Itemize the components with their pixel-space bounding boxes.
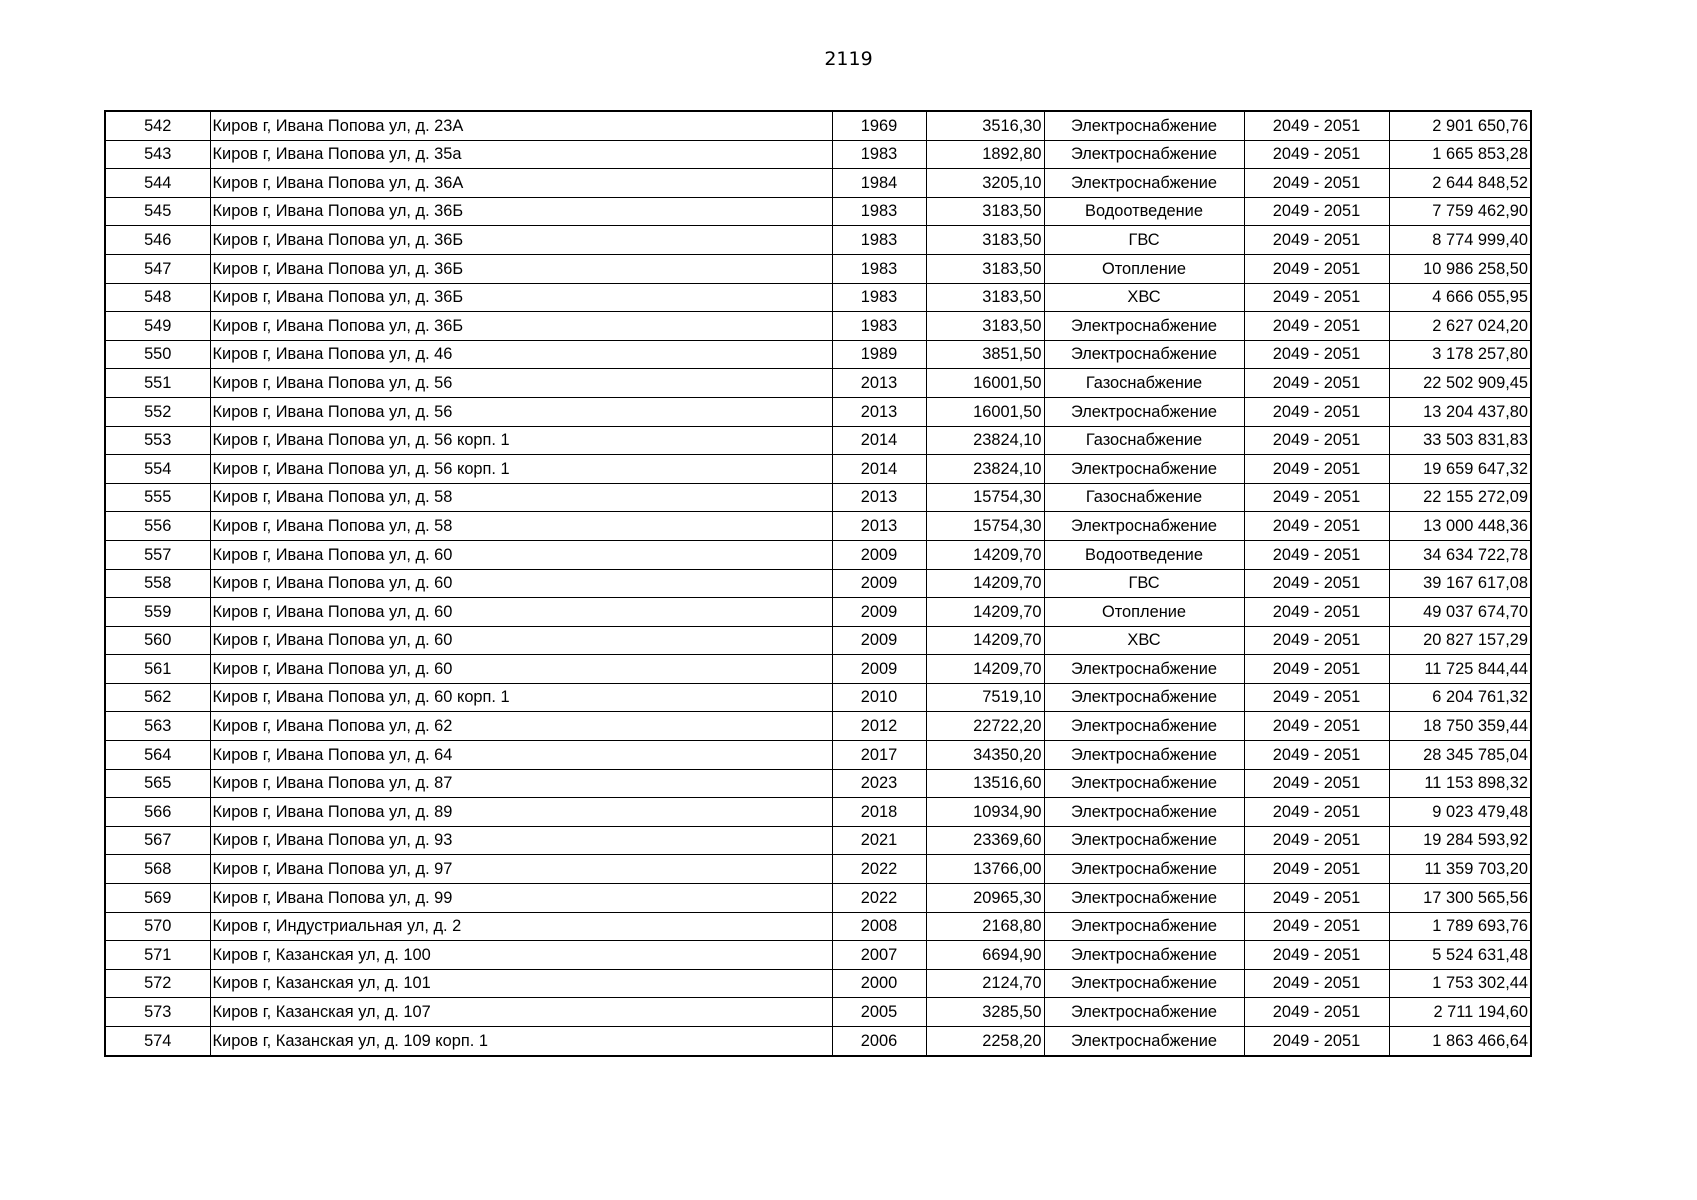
address-cell: Киров г, Ивана Попова ул, д. 60 [210,626,832,655]
cost-cell: 18 750 359,44 [1389,712,1531,741]
address-cell: Киров г, Ивана Попова ул, д. 46 [210,340,832,369]
table-row [105,884,1531,913]
area-cell: 14209,70 [926,598,1044,627]
period-cell: 2049 - 2051 [1244,140,1389,169]
table-row [105,111,1531,140]
cost-cell: 19 284 593,92 [1389,826,1531,855]
service-type-cell: Электроснабжение [1044,1027,1244,1056]
service-type-cell: ГВС [1044,226,1244,255]
period-cell: 2049 - 2051 [1244,254,1389,283]
year-built-cell: 2009 [832,569,926,598]
row-number-cell: 544 [105,169,210,198]
address-cell: Киров г, Ивана Попова ул, д. 93 [210,826,832,855]
year-built-cell: 2013 [832,369,926,398]
table-row [105,626,1531,655]
service-type-cell: Электроснабжение [1044,340,1244,369]
table-row [105,655,1531,684]
area-cell: 3851,50 [926,340,1044,369]
table-row [105,369,1531,398]
row-number-cell: 559 [105,598,210,627]
cost-cell: 3 178 257,80 [1389,340,1531,369]
year-built-cell: 2010 [832,683,926,712]
area-cell: 3516,30 [926,111,1044,140]
area-cell: 7519,10 [926,683,1044,712]
row-number-cell: 556 [105,512,210,541]
row-number-cell: 573 [105,998,210,1027]
table-row [105,912,1531,941]
address-cell: Киров г, Ивана Попова ул, д. 99 [210,884,832,913]
service-type-cell: Электроснабжение [1044,683,1244,712]
service-type-cell: Электроснабжение [1044,855,1244,884]
cost-cell: 19 659 647,32 [1389,455,1531,484]
address-cell: Киров г, Ивана Попова ул, д. 60 [210,569,832,598]
year-built-cell: 1969 [832,111,926,140]
cost-cell: 9 023 479,48 [1389,798,1531,827]
address-cell: Киров г, Индустриальная ул, д. 2 [210,912,832,941]
table-row [105,998,1531,1027]
address-cell: Киров г, Ивана Попова ул, д. 60 корп. 1 [210,683,832,712]
row-number-cell: 551 [105,369,210,398]
address-cell: Киров г, Ивана Попова ул, д. 56 корп. 1 [210,455,832,484]
row-number-cell: 568 [105,855,210,884]
period-cell: 2049 - 2051 [1244,998,1389,1027]
row-number-cell: 546 [105,226,210,255]
service-type-cell: ХВС [1044,283,1244,312]
table-row [105,969,1531,998]
table-row [105,340,1531,369]
year-built-cell: 2021 [832,826,926,855]
area-cell: 3285,50 [926,998,1044,1027]
period-cell: 2049 - 2051 [1244,1027,1389,1056]
address-cell: Киров г, Ивана Попова ул, д. 36Б [210,226,832,255]
period-cell: 2049 - 2051 [1244,111,1389,140]
row-number-cell: 555 [105,483,210,512]
area-cell: 3183,50 [926,254,1044,283]
table-row [105,741,1531,770]
service-type-cell: Отопление [1044,254,1244,283]
period-cell: 2049 - 2051 [1244,283,1389,312]
row-number-cell: 566 [105,798,210,827]
table-row [105,397,1531,426]
service-type-cell: Газоснабжение [1044,426,1244,455]
year-built-cell: 2009 [832,626,926,655]
service-type-cell: Электроснабжение [1044,969,1244,998]
cost-cell: 34 634 722,78 [1389,540,1531,569]
row-number-cell: 557 [105,540,210,569]
area-cell: 14209,70 [926,540,1044,569]
year-built-cell: 2009 [832,655,926,684]
service-type-cell: ГВС [1044,569,1244,598]
service-type-cell: Электроснабжение [1044,769,1244,798]
cost-cell: 11 725 844,44 [1389,655,1531,684]
service-type-cell: Электроснабжение [1044,798,1244,827]
address-cell: Киров г, Казанская ул, д. 107 [210,998,832,1027]
cost-cell: 22 155 272,09 [1389,483,1531,512]
row-number-cell: 552 [105,397,210,426]
cost-cell: 7 759 462,90 [1389,197,1531,226]
area-cell: 13766,00 [926,855,1044,884]
area-cell: 16001,50 [926,369,1044,398]
area-cell: 16001,50 [926,397,1044,426]
table-row [105,769,1531,798]
service-type-cell: Водоотведение [1044,197,1244,226]
address-cell: Киров г, Казанская ул, д. 109 корп. 1 [210,1027,832,1056]
cost-cell: 2 644 848,52 [1389,169,1531,198]
address-cell: Киров г, Ивана Попова ул, д. 35а [210,140,832,169]
table-row [105,941,1531,970]
address-cell: Киров г, Ивана Попова ул, д. 36Б [210,312,832,341]
address-cell: Киров г, Ивана Попова ул, д. 56 [210,369,832,398]
service-type-cell: Электроснабжение [1044,655,1244,684]
row-number-cell: 565 [105,769,210,798]
cost-cell: 13 204 437,80 [1389,397,1531,426]
cost-cell: 10 986 258,50 [1389,254,1531,283]
area-cell: 2258,20 [926,1027,1044,1056]
cost-cell: 4 666 055,95 [1389,283,1531,312]
period-cell: 2049 - 2051 [1244,455,1389,484]
row-number-cell: 564 [105,741,210,770]
period-cell: 2049 - 2051 [1244,569,1389,598]
area-cell: 34350,20 [926,741,1044,770]
cost-cell: 1 863 466,64 [1389,1027,1531,1056]
area-cell: 3205,10 [926,169,1044,198]
year-built-cell: 1989 [832,340,926,369]
area-cell: 10934,90 [926,798,1044,827]
address-cell: Киров г, Ивана Попова ул, д. 36Б [210,197,832,226]
year-built-cell: 2018 [832,798,926,827]
period-cell: 2049 - 2051 [1244,741,1389,770]
cost-cell: 2 627 024,20 [1389,312,1531,341]
address-cell: Киров г, Ивана Попова ул, д. 56 [210,397,832,426]
cost-cell: 13 000 448,36 [1389,512,1531,541]
area-cell: 14209,70 [926,655,1044,684]
year-built-cell: 2012 [832,712,926,741]
address-cell: Киров г, Ивана Попова ул, д. 62 [210,712,832,741]
year-built-cell: 2022 [832,855,926,884]
area-cell: 20965,30 [926,884,1044,913]
period-cell: 2049 - 2051 [1244,483,1389,512]
table-row [105,569,1531,598]
cost-cell: 1 665 853,28 [1389,140,1531,169]
service-type-cell: Электроснабжение [1044,312,1244,341]
year-built-cell: 2014 [832,426,926,455]
row-number-cell: 547 [105,254,210,283]
address-cell: Киров г, Ивана Попова ул, д. 89 [210,798,832,827]
address-cell: Киров г, Ивана Попова ул, д. 64 [210,741,832,770]
year-built-cell: 2022 [832,884,926,913]
area-cell: 1892,80 [926,140,1044,169]
year-built-cell: 2017 [832,741,926,770]
service-type-cell: Электроснабжение [1044,826,1244,855]
service-type-cell: Электроснабжение [1044,455,1244,484]
row-number-cell: 561 [105,655,210,684]
cost-cell: 11 359 703,20 [1389,855,1531,884]
cost-cell: 33 503 831,83 [1389,426,1531,455]
row-number-cell: 554 [105,455,210,484]
cost-cell: 39 167 617,08 [1389,569,1531,598]
table-row [105,197,1531,226]
year-built-cell: 1983 [832,312,926,341]
area-cell: 6694,90 [926,941,1044,970]
row-number-cell: 548 [105,283,210,312]
service-type-cell: Электроснабжение [1044,140,1244,169]
period-cell: 2049 - 2051 [1244,683,1389,712]
period-cell: 2049 - 2051 [1244,512,1389,541]
service-type-cell: Отопление [1044,598,1244,627]
table-row [105,798,1531,827]
service-type-cell: Электроснабжение [1044,998,1244,1027]
area-cell: 3183,50 [926,312,1044,341]
period-cell: 2049 - 2051 [1244,769,1389,798]
area-cell: 15754,30 [926,483,1044,512]
cost-cell: 22 502 909,45 [1389,369,1531,398]
service-type-cell: Электроснабжение [1044,941,1244,970]
cost-cell: 2 711 194,60 [1389,998,1531,1027]
cost-cell: 28 345 785,04 [1389,741,1531,770]
address-cell: Киров г, Ивана Попова ул, д. 36Б [210,254,832,283]
row-number-cell: 553 [105,426,210,455]
period-cell: 2049 - 2051 [1244,397,1389,426]
service-type-cell: Электроснабжение [1044,884,1244,913]
table-row [105,483,1531,512]
address-cell: Киров г, Ивана Попова ул, д. 97 [210,855,832,884]
service-type-cell: Электроснабжение [1044,397,1244,426]
area-cell: 2124,70 [926,969,1044,998]
cost-cell: 17 300 565,56 [1389,884,1531,913]
row-number-cell: 563 [105,712,210,741]
period-cell: 2049 - 2051 [1244,197,1389,226]
row-number-cell: 574 [105,1027,210,1056]
service-type-cell: Электроснабжение [1044,169,1244,198]
area-cell: 2168,80 [926,912,1044,941]
year-built-cell: 2023 [832,769,926,798]
table-row [105,426,1531,455]
address-cell: Киров г, Ивана Попова ул, д. 56 корп. 1 [210,426,832,455]
service-type-cell: Электроснабжение [1044,741,1244,770]
period-cell: 2049 - 2051 [1244,655,1389,684]
year-built-cell: 1983 [832,226,926,255]
table-row [105,254,1531,283]
row-number-cell: 562 [105,683,210,712]
year-built-cell: 2014 [832,455,926,484]
row-number-cell: 569 [105,884,210,913]
row-number-cell: 560 [105,626,210,655]
table-row [105,169,1531,198]
period-cell: 2049 - 2051 [1244,798,1389,827]
table-row [105,312,1531,341]
period-cell: 2049 - 2051 [1244,226,1389,255]
row-number-cell: 542 [105,111,210,140]
period-cell: 2049 - 2051 [1244,340,1389,369]
table-row [105,455,1531,484]
table-row [105,540,1531,569]
year-built-cell: 2013 [832,512,926,541]
area-cell: 14209,70 [926,626,1044,655]
address-cell: Киров г, Ивана Попова ул, д. 87 [210,769,832,798]
year-built-cell: 2008 [832,912,926,941]
service-type-cell: Электроснабжение [1044,712,1244,741]
year-built-cell: 2005 [832,998,926,1027]
address-cell: Киров г, Ивана Попова ул, д. 60 [210,655,832,684]
row-number-cell: 567 [105,826,210,855]
period-cell: 2049 - 2051 [1244,312,1389,341]
cost-cell: 2 901 650,76 [1389,111,1531,140]
cost-cell: 1 753 302,44 [1389,969,1531,998]
period-cell: 2049 - 2051 [1244,369,1389,398]
address-cell: Киров г, Казанская ул, д. 101 [210,969,832,998]
table-row [105,683,1531,712]
period-cell: 2049 - 2051 [1244,426,1389,455]
area-cell: 23824,10 [926,455,1044,484]
table-row [105,1027,1531,1056]
year-built-cell: 1983 [832,283,926,312]
period-cell: 2049 - 2051 [1244,884,1389,913]
row-number-cell: 550 [105,340,210,369]
area-cell: 23369,60 [926,826,1044,855]
service-type-cell: Газоснабжение [1044,369,1244,398]
cost-cell: 6 204 761,32 [1389,683,1531,712]
period-cell: 2049 - 2051 [1244,941,1389,970]
table-body [105,111,1531,1056]
cost-cell: 20 827 157,29 [1389,626,1531,655]
period-cell: 2049 - 2051 [1244,912,1389,941]
row-number-cell: 558 [105,569,210,598]
area-cell: 22722,20 [926,712,1044,741]
area-cell: 14209,70 [926,569,1044,598]
address-cell: Киров г, Казанская ул, д. 100 [210,941,832,970]
period-cell: 2049 - 2051 [1244,598,1389,627]
cost-cell: 5 524 631,48 [1389,941,1531,970]
address-cell: Киров г, Ивана Попова ул, д. 60 [210,540,832,569]
year-built-cell: 1984 [832,169,926,198]
period-cell: 2049 - 2051 [1244,626,1389,655]
table-row [105,855,1531,884]
table-row [105,598,1531,627]
year-built-cell: 2006 [832,1027,926,1056]
cost-cell: 1 789 693,76 [1389,912,1531,941]
area-cell: 23824,10 [926,426,1044,455]
period-cell: 2049 - 2051 [1244,169,1389,198]
service-type-cell: Электроснабжение [1044,512,1244,541]
row-number-cell: 571 [105,941,210,970]
period-cell: 2049 - 2051 [1244,855,1389,884]
cost-cell: 8 774 999,40 [1389,226,1531,255]
row-number-cell: 572 [105,969,210,998]
year-built-cell: 2013 [832,397,926,426]
year-built-cell: 2013 [832,483,926,512]
address-cell: Киров г, Ивана Попова ул, д. 58 [210,483,832,512]
service-type-cell: ХВС [1044,626,1244,655]
service-type-cell: Электроснабжение [1044,111,1244,140]
table-row [105,512,1531,541]
page-number: 2119 [824,48,873,70]
period-cell: 2049 - 2051 [1244,540,1389,569]
cost-cell: 49 037 674,70 [1389,598,1531,627]
year-built-cell: 1983 [832,197,926,226]
year-built-cell: 2009 [832,540,926,569]
row-number-cell: 545 [105,197,210,226]
period-cell: 2049 - 2051 [1244,969,1389,998]
year-built-cell: 2007 [832,941,926,970]
table-row [105,712,1531,741]
period-cell: 2049 - 2051 [1244,712,1389,741]
area-cell: 3183,50 [926,283,1044,312]
table-row [105,826,1531,855]
table-row [105,226,1531,255]
year-built-cell: 1983 [832,254,926,283]
table-row [105,283,1531,312]
service-type-cell: Газоснабжение [1044,483,1244,512]
row-number-cell: 543 [105,140,210,169]
service-type-cell: Водоотведение [1044,540,1244,569]
period-cell: 2049 - 2051 [1244,826,1389,855]
address-cell: Киров г, Ивана Попова ул, д. 23А [210,111,832,140]
row-number-cell: 570 [105,912,210,941]
year-built-cell: 1983 [832,140,926,169]
address-cell: Киров г, Ивана Попова ул, д. 60 [210,598,832,627]
year-built-cell: 2000 [832,969,926,998]
year-built-cell: 2009 [832,598,926,627]
cost-cell: 11 153 898,32 [1389,769,1531,798]
address-cell: Киров г, Ивана Попова ул, д. 36А [210,169,832,198]
area-cell: 3183,50 [926,226,1044,255]
row-number-cell: 549 [105,312,210,341]
table-row [105,140,1531,169]
address-cell: Киров г, Ивана Попова ул, д. 36Б [210,283,832,312]
address-cell: Киров г, Ивана Попова ул, д. 58 [210,512,832,541]
repair-schedule-table [104,110,1532,1057]
area-cell: 13516,60 [926,769,1044,798]
area-cell: 15754,30 [926,512,1044,541]
service-type-cell: Электроснабжение [1044,912,1244,941]
area-cell: 3183,50 [926,197,1044,226]
